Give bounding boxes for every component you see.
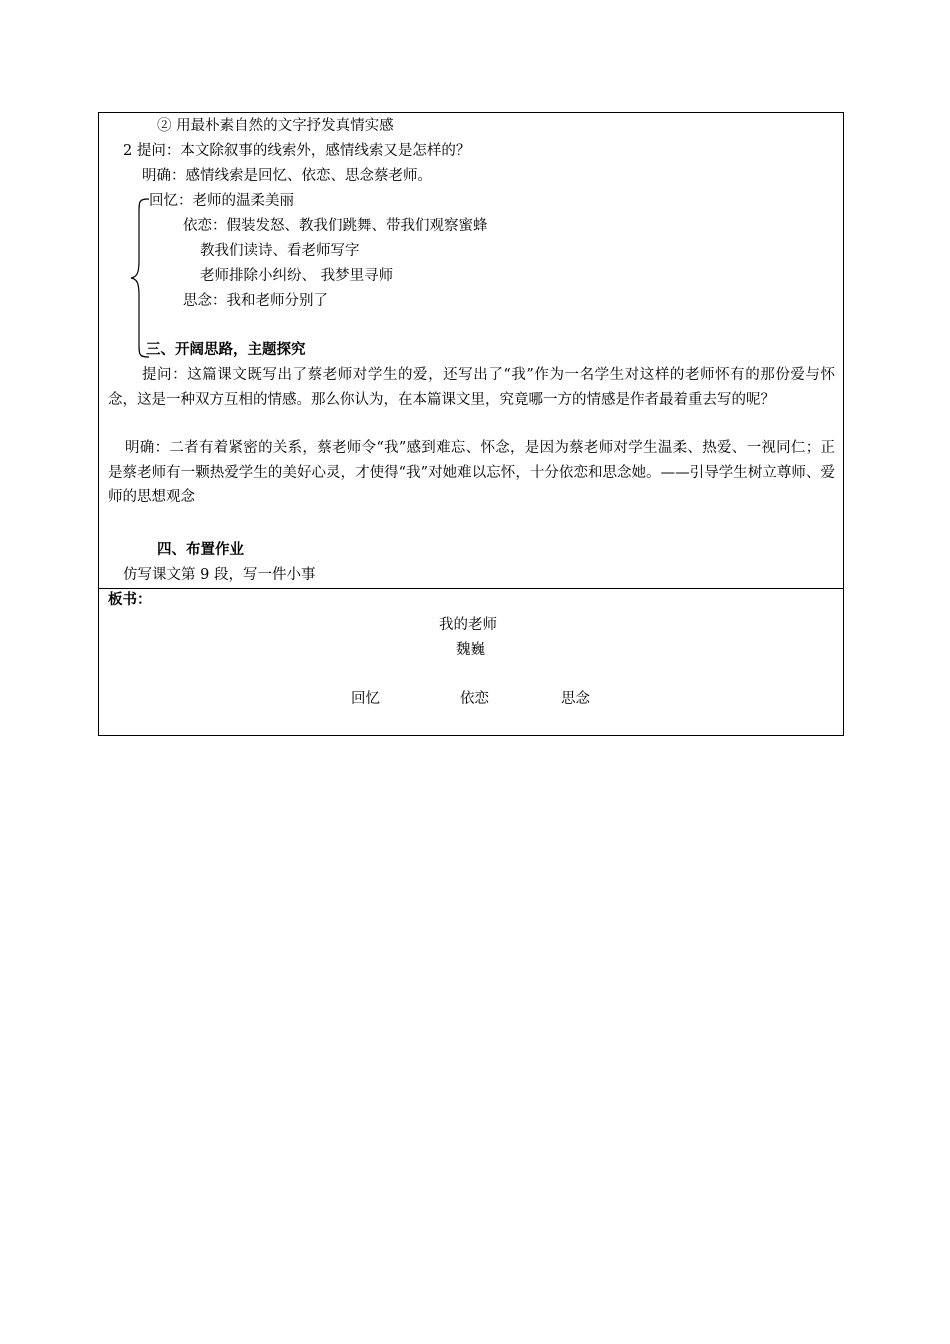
attachment-line-3: 老师排除小纠纷、 我梦里寻师 <box>200 268 394 284</box>
section-three-title: 三、开阔思路，主题探究 <box>146 341 306 358</box>
recall-line: 回忆：老师的温柔美丽 <box>149 193 294 209</box>
board-item-recall: 回忆 <box>351 691 380 707</box>
lesson-table <box>98 112 844 736</box>
homework-line: 仿写课文第 9 段，写一件小事 <box>123 567 316 583</box>
board-author: 魏巍 <box>456 642 485 658</box>
board-title: 我的老师 <box>439 617 497 633</box>
point-two: ② 用最朴素自然的文字抒发真情实感 <box>157 118 394 134</box>
board-item-missing: 思念 <box>561 691 590 707</box>
question-two: 2 提问：本文除叙事的线索外，感情线索又是怎样的？ <box>123 143 471 159</box>
section-four-title: 四、布置作业 <box>157 541 244 558</box>
missing-line: 思念：我和老师分别了 <box>183 293 328 309</box>
row-divider <box>99 588 843 589</box>
board-item-attachment: 依恋 <box>460 691 489 707</box>
curly-brace-icon <box>129 197 151 359</box>
attachment-line-2: 教我们读诗、看老师写字 <box>200 243 360 259</box>
attachment-line-1: 依恋：假装发怒、教我们跳舞、带我们观察蜜蜂 <box>183 218 488 234</box>
answer-three: 明确：二者有着紧密的关系，蔡老师令“我”感到难忘、怀念，是因为蔡老师对学生温柔、热爱、一视同仁；正是蔡老师有一颗热爱学生的美好心灵，才使得“我”对她难以忘怀，十分依恋和思念她。——引导学生树立尊师、爱师的思想观念 <box>108 440 835 505</box>
board-label: 板书： <box>108 591 152 608</box>
question-three: 提问：这篇课文既写出了蔡老师对学生的爱，还写出了“我”作为一名学生对这样的老师怀有的那份爱与怀念，这是一种双方互相的情感。那么你认为，在本篇课文里，究竟哪一方的情感是作者最着重去写的呢？ <box>108 367 835 408</box>
answer-two: 明确：感情线索是回忆、依恋、思念蔡老师。 <box>142 168 432 184</box>
